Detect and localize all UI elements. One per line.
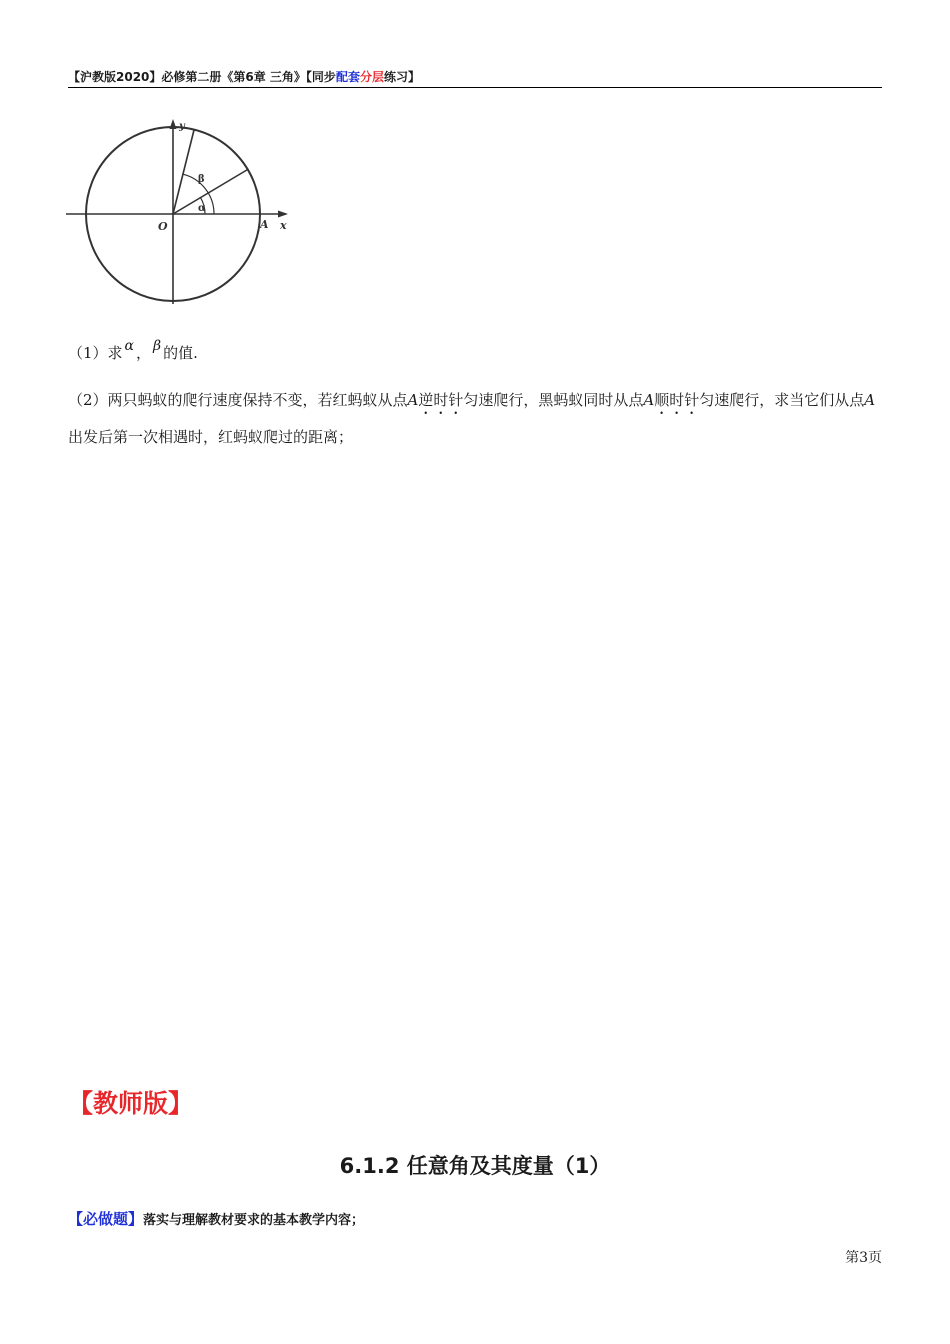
header-peitao: 配套 xyxy=(335,70,360,84)
q1-beta: β xyxy=(153,338,162,354)
header-prefix: 【沪教版2020】必修第二册《第6章 三角》【同步 xyxy=(68,70,336,84)
q2-text-1: （2）两只蚂蚁的爬行速度保持不变，若红蚂蚁从点 xyxy=(68,391,408,409)
must-do-section xyxy=(68,1208,364,1229)
q2-counterclockwise: 逆时针 xyxy=(418,391,464,409)
q1-lead: （1）求 xyxy=(68,344,123,362)
must-do-text: 落实与理解教材要求的基本教学内容； xyxy=(143,1213,365,1228)
q2-text-2: 匀速爬行，黑蚂蚁同时从点 xyxy=(463,391,644,409)
q2-point-a-3: A xyxy=(864,391,876,409)
q2-point-a-2: A xyxy=(643,391,655,409)
q2-text-3: 匀速爬行，求当它们从点 xyxy=(699,391,865,409)
ray-beta xyxy=(173,130,194,214)
point-a-label: A xyxy=(260,218,269,231)
unit-circle-figure xyxy=(62,112,298,314)
header-rule xyxy=(68,87,882,88)
page-number: 第3页 xyxy=(845,1250,882,1266)
y-label: y xyxy=(179,121,185,132)
y-axis-arrow xyxy=(170,119,177,129)
must-do-tag: 【必做题】 xyxy=(68,1210,144,1228)
origin-label: O xyxy=(158,220,168,233)
q1-tail: 的值. xyxy=(163,344,198,362)
beta-label: β xyxy=(198,174,205,185)
q2-text-4: 出发后第一次相遇时，红蚂蚁爬过的距离； xyxy=(68,428,354,446)
header-fenceng: 分层 xyxy=(359,70,384,84)
teacher-edition-label: 【教师版】 xyxy=(68,1089,194,1118)
header-suffix: 练习】 xyxy=(383,70,420,84)
q1-sep: ， xyxy=(136,344,152,362)
section-title: 6.1.2 任意角及其度量（1） xyxy=(339,1154,611,1178)
question-2 xyxy=(68,382,886,456)
page-header xyxy=(68,68,882,86)
q1-alpha: α xyxy=(124,338,135,354)
q2-clockwise: 顺时针 xyxy=(654,391,700,409)
x-axis-arrow xyxy=(278,211,288,218)
question-1 xyxy=(68,335,886,373)
x-label: x xyxy=(280,219,287,232)
ray-alpha xyxy=(173,169,249,214)
q2-point-a-1: A xyxy=(407,391,419,409)
alpha-label: α xyxy=(198,203,206,214)
